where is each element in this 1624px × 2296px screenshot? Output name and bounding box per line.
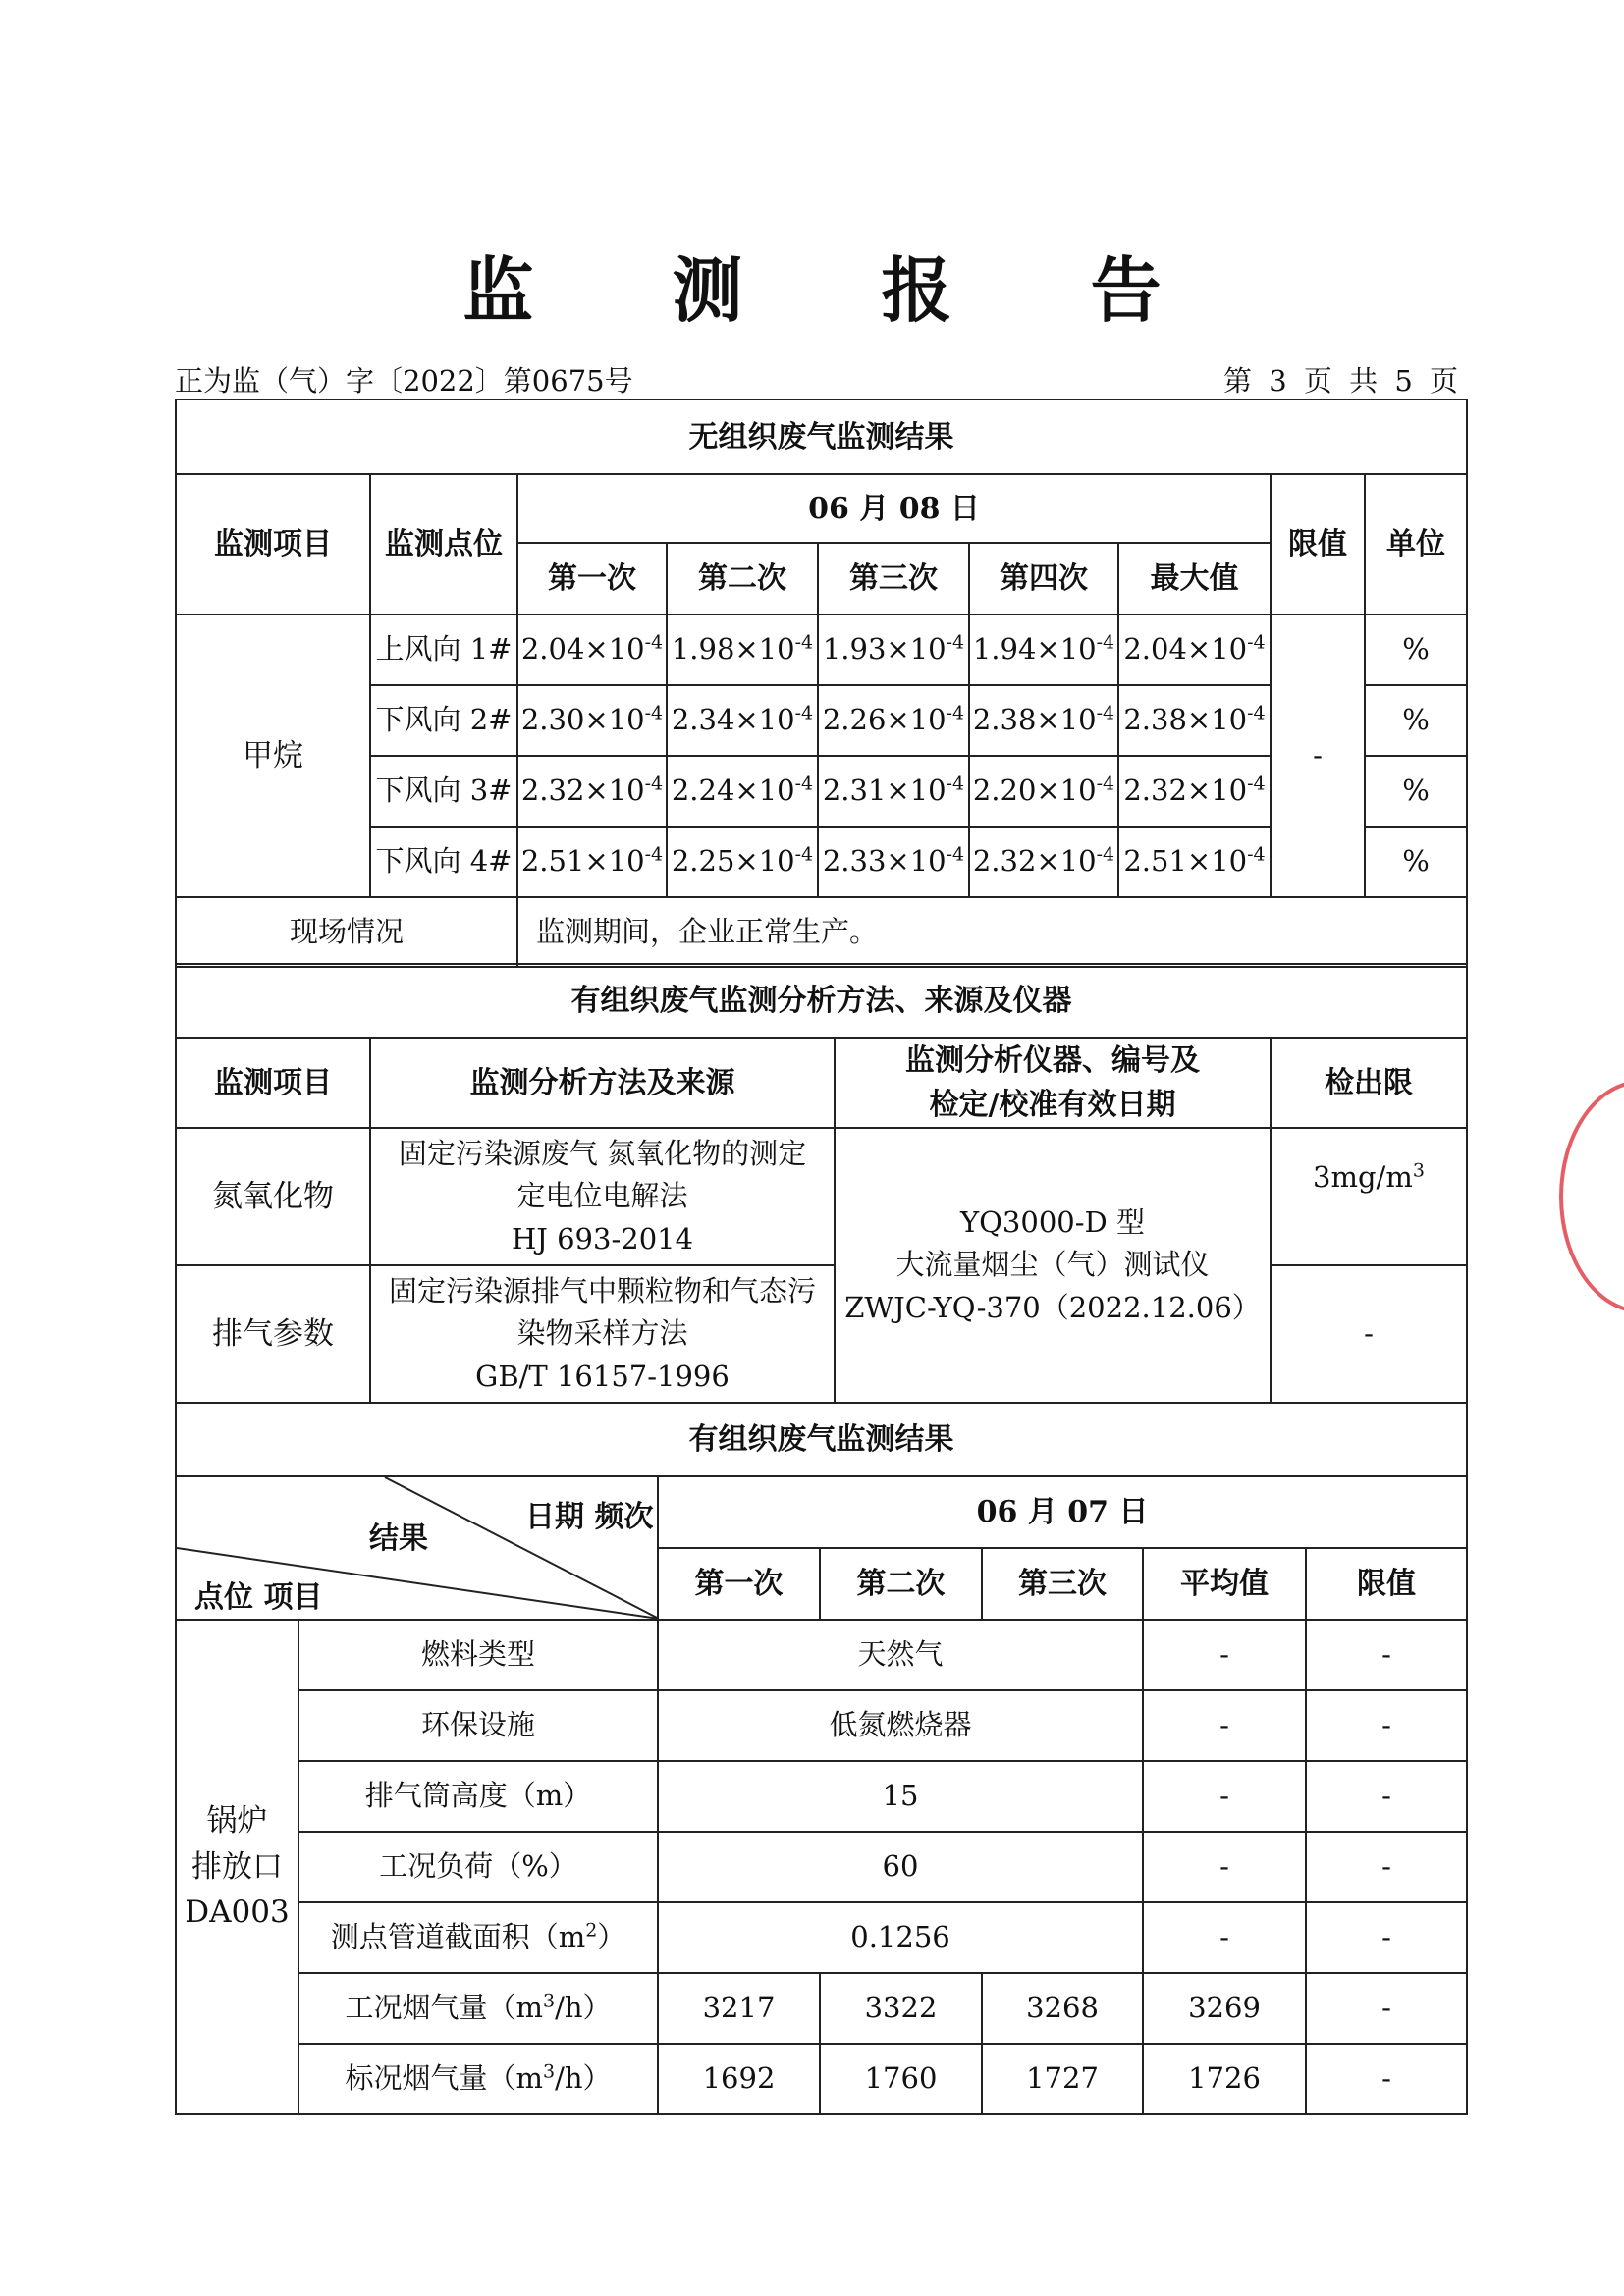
value-cell: $2.38\times 10^{-4}$	[969, 685, 1118, 756]
value-cell: $2.04\times 10^{-4}$	[517, 614, 667, 685]
table-row	[176, 1761, 1467, 1832]
average-cell: -	[1143, 1690, 1306, 1761]
point-name: 上风向 1#	[370, 614, 517, 685]
value-cell: $2.32\times 10^{-4}$	[1118, 756, 1271, 827]
header-date: 06 月 08 日	[517, 474, 1271, 543]
header-monitoring-item: 监测项目	[176, 474, 370, 614]
header-limit: 限值	[1306, 1548, 1467, 1620]
header-average: 平均值	[1143, 1548, 1306, 1620]
item-name: 环保设施	[298, 1690, 658, 1761]
section3-title: 有组织废气监测结果	[176, 1403, 1467, 1476]
header-unit: 单位	[1365, 474, 1467, 614]
merged-value: 0.1256	[658, 1902, 1143, 1973]
instrument-info: YQ3000-D 型 大流量烟尘（气）测试仪 ZWJC-YQ-370（2022.12.06）	[835, 1128, 1271, 1403]
value-cell: $1.93\times 10^{-4}$	[818, 614, 969, 685]
limit-cell: -	[1306, 1690, 1467, 1761]
item-exhaust-params: 排气参数	[176, 1265, 370, 1403]
value-cell: 1727	[982, 2044, 1143, 2114]
value-cell: $2.20\times 10^{-4}$	[969, 756, 1118, 827]
location-cell: 锅炉 排放口 DA003	[176, 1620, 298, 2114]
table-row	[176, 2044, 1467, 2114]
item-name: 工况负荷（%）	[298, 1832, 658, 1902]
average-cell: 3269	[1143, 1973, 1306, 2044]
header-monitoring-point: 监测点位	[370, 474, 517, 614]
value-cell: 1692	[658, 2044, 820, 2114]
header-time: 第三次	[818, 543, 969, 614]
seal-stamp	[1559, 1080, 1624, 1313]
merged-value: 天然气	[658, 1620, 1143, 1690]
value-cell: $2.32\times 10^{-4}$	[969, 827, 1118, 897]
point-name: 下风向 3#	[370, 756, 517, 827]
fugitive-emission-table	[175, 399, 1468, 968]
unit-cell: %	[1365, 827, 1467, 897]
limit-cell: -	[1306, 2044, 1467, 2114]
average-cell: -	[1143, 1902, 1306, 1973]
value-cell: $1.94\times 10^{-4}$	[969, 614, 1118, 685]
limit-cell: -	[1306, 1761, 1467, 1832]
table-row	[176, 1832, 1467, 1902]
method-nox: 固定污染源废气 氮氧化物的测定 定电位电解法 HJ 693-2014	[370, 1128, 835, 1265]
value-cell: 3268	[982, 1973, 1143, 2044]
value-cell: $2.51\times 10^{-4}$	[517, 827, 667, 897]
value-cell: $2.25\times 10^{-4}$	[667, 827, 818, 897]
item-name: 燃料类型	[298, 1620, 658, 1690]
header-time: 第四次	[969, 543, 1118, 614]
item-name: 标况烟气量$(m^3/h)$	[298, 2044, 658, 2114]
limit-value: -	[1271, 614, 1365, 897]
merged-value: 低氮燃烧器	[658, 1690, 1143, 1761]
header-time: 第三次	[982, 1548, 1143, 1620]
average-cell: -	[1143, 1761, 1306, 1832]
merged-value: 60	[658, 1832, 1143, 1902]
average-cell: 1726	[1143, 2044, 1306, 2114]
header-monitoring-item: 监测项目	[176, 1038, 370, 1128]
header-time: 第一次	[658, 1548, 820, 1620]
site-condition-value: 监测期间，企业正常生产。	[517, 897, 1467, 967]
diag-result-label: 结果	[369, 1522, 428, 1556]
header-time: 第一次	[517, 543, 667, 614]
header-max: 最大值	[1118, 543, 1271, 614]
value-cell: $2.38\times 10^{-4}$	[1118, 685, 1271, 756]
methods-table	[175, 963, 1468, 1404]
table-row	[176, 1902, 1467, 1973]
limit-cell: -	[1306, 1832, 1467, 1902]
value-cell: 3322	[820, 1973, 982, 2044]
section1-title: 无组织废气监测结果	[176, 400, 1467, 474]
value-cell: $1.98\times 10^{-4}$	[667, 614, 818, 685]
site-condition-label: 现场情况	[176, 897, 517, 967]
report-title: 监 测 报 告	[462, 248, 1218, 332]
average-cell: -	[1143, 1620, 1306, 1690]
table-row	[176, 1620, 1467, 1690]
item-name: 工况烟气量$(m^3/h)$	[298, 1973, 658, 2044]
header-method: 监测分析方法及来源	[370, 1038, 835, 1128]
limit-cell: -	[1306, 1973, 1467, 2044]
document-number: 正为监（气）字〔2022〕第0675号	[175, 364, 633, 398]
item-name: 测点管道截面积$(m^2)$	[298, 1902, 658, 1973]
value-cell: $2.26\times 10^{-4}$	[818, 685, 969, 756]
pollutant-name: 甲烷	[176, 614, 370, 897]
header-time: 第二次	[820, 1548, 982, 1620]
detection-limit-exhaust: -	[1271, 1265, 1467, 1403]
header-detection-limit: 检出限	[1271, 1038, 1467, 1128]
value-cell: $2.31\times 10^{-4}$	[818, 756, 969, 827]
average-cell: -	[1143, 1832, 1306, 1902]
diagonal-header	[176, 1476, 658, 1620]
limit-cell: -	[1306, 1620, 1467, 1690]
section2-title: 有组织废气监测分析方法、来源及仪器	[176, 964, 1467, 1038]
diag-date-freq-label: 日期 频次	[525, 1500, 654, 1534]
point-name: 下风向 2#	[370, 685, 517, 756]
point-name: 下风向 4#	[370, 827, 517, 897]
value-cell: 3217	[658, 1973, 820, 2044]
value-cell: $2.32\times 10^{-4}$	[517, 756, 667, 827]
unit-cell: %	[1365, 685, 1467, 756]
header-date: 06 月 07 日	[658, 1476, 1467, 1548]
organized-emission-table	[175, 1402, 1468, 2115]
value-cell: $2.33\times 10^{-4}$	[818, 827, 969, 897]
value-cell: $2.34\times 10^{-4}$	[667, 685, 818, 756]
table-row	[176, 1973, 1467, 2044]
unit-cell: %	[1365, 756, 1467, 827]
value-cell: $2.51\times 10^{-4}$	[1118, 827, 1271, 897]
limit-cell: -	[1306, 1902, 1467, 1973]
value-cell: $2.04\times 10^{-4}$	[1118, 614, 1271, 685]
detection-limit-nox: $3mg/m^3$	[1271, 1128, 1467, 1265]
item-nox: 氮氧化物	[176, 1128, 370, 1265]
item-name: 排气筒高度（m）	[298, 1761, 658, 1832]
diag-point-item-label: 点位 项目	[194, 1580, 323, 1615]
merged-value: 15	[658, 1761, 1143, 1832]
method-exhaust-params: 固定污染源排气中颗粒物和气态污 染物采样方法 GB/T 16157-1996	[370, 1265, 835, 1403]
value-cell: $2.24\times 10^{-4}$	[667, 756, 818, 827]
header-instrument: 监测分析仪器、编号及 检定/校准有效日期	[835, 1038, 1271, 1128]
table-row	[176, 1690, 1467, 1761]
unit-cell: %	[1365, 614, 1467, 685]
table-row	[176, 614, 1467, 685]
header-time: 第二次	[667, 543, 818, 614]
header-limit: 限值	[1271, 474, 1365, 614]
value-cell: 1760	[820, 2044, 982, 2114]
value-cell: $2.30\times 10^{-4}$	[517, 685, 667, 756]
page-info: 第 3 页 共 5 页	[1223, 364, 1462, 398]
